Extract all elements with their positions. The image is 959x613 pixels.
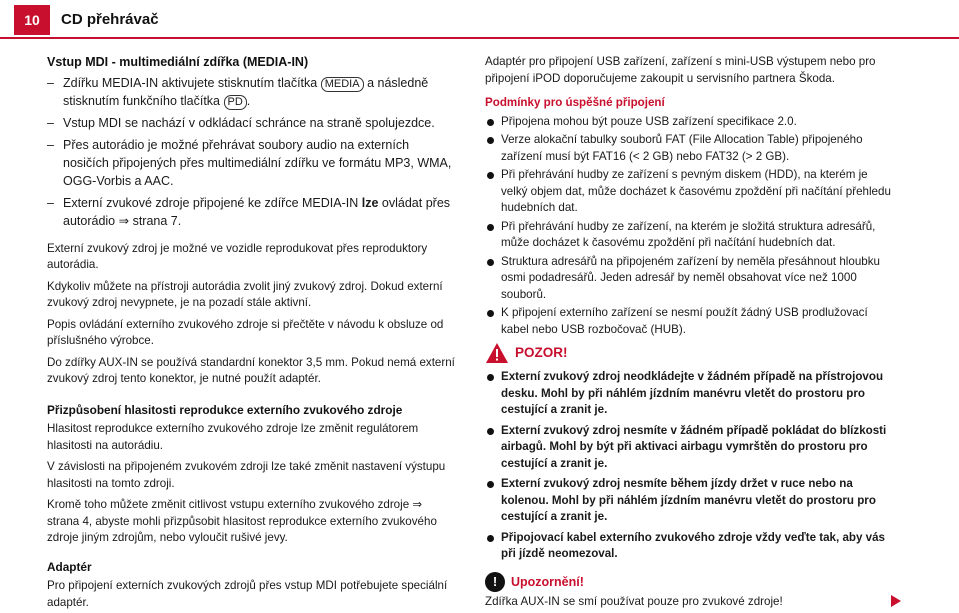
note-header [485, 571, 895, 593]
section-title-mdi: Vstup MDI - multimediální zdířka (MEDIA-IN) [47, 55, 309, 69]
paragraph-6: V závislosti na připojeném zvukovém zdroji lze také změnit nastavení výstupu hlasitosti na tomto zdroji. [47, 460, 446, 490]
warning-box [485, 341, 895, 563]
dash-item-4-text-b: ovládat přes autorádio [63, 195, 451, 228]
header-rule [0, 37, 959, 39]
paragraph-2: Kdykoliv můžete na přístroji autorádia zvolit jiný zvukový zdroj. Dokud externí zvukový zdroj nevypnete, je na pozadí stále aktivní. [47, 279, 443, 309]
list-item: Verze alokační tabulky souborů FAT (File Allocation Table) připojeného zařízení musí být FAT16 (< 2 GB) nebo FAT32 (> 2 GB). [485, 132, 895, 165]
warning-item: Externí zvukový zdroj nesmíte v žádném případě pokládat do blízkosti airbagů. Mohl by být při aktivaci airbagu vymrštěn do prostoru pro cestující a zranit je. [485, 423, 895, 473]
paragraph-8: Pro připojení externích zvukových zdrojů přes vstup MDI potřebujete speciální adaptér. [47, 579, 448, 609]
section-title-adapter: Adaptér [47, 559, 92, 574]
page-ref-arrow-icon: ⇒ [412, 498, 423, 511]
page-ref-arrow-icon: ⇒ [118, 213, 130, 228]
warning-triangle-icon [485, 342, 509, 364]
warning-item: Externí zvukový zdroj nesmíte během jízdy držet v ruce nebo na kolenou. Mohl by při náhlém jízdním manévru vletět do prostoru pro cestující a zranit je. [485, 476, 895, 526]
list-item: Při přehrávání hudby ze zařízení, na kterém je složitá struktura adresářů, může docházet k časovému zpoždění při načítání hudebních dat. [485, 219, 895, 252]
warning-item: Připojovací kabel externího zvukového zdroje vždy veďte tak, aby vás při jízdě neomezoval. [485, 530, 895, 563]
warning-item: Externí zvukový zdroj neodkládejte v žádném případě na přístrojovou desku. Mohl by při náhlém jízdním manévru vletět do prostoru pro cestující a zranit je. [485, 369, 895, 419]
paragraph-5: Hlasitost reprodukce externího zvukového zdroje lze změnit regulátorem hlasitosti na autorádiu. [47, 422, 419, 452]
pd-key: PD [224, 95, 247, 110]
warning-title: POZOR! [515, 344, 568, 360]
list-item: K připojení externího zařízení se nesmí použít žádný USB prodlužovací kabel nebo USB rozbočovač (HUB). [485, 305, 895, 338]
section-title-volume: Přizpůsobení hlasitosti reprodukce externího zvukového zdroje [47, 402, 403, 417]
exclamation-circle-icon: ! [485, 572, 505, 592]
list-item: Při přehrávání hudby ze zařízení s pevným diskem (HDD), na kterém je velký objem dat, může docházet k časovému zpoždění při načítání přehledu hudebních dat. [485, 167, 895, 217]
note-text: Zdířka AUX-IN se smí používat pouze pro zvukové zdroje! [485, 595, 783, 608]
dash-item-2: – Vstup MDI se nachází v odkládací schránce na straně spolujezdce. [47, 114, 457, 132]
conditions-title: Podmínky pro úspěšné připojení [485, 96, 665, 109]
dash-item-1 [47, 74, 457, 110]
dash-item-3: – Přes autorádio je možné přehrávat soubory audio na externích nosičích připojených přes multimediální zdířku ve formátu MP3, WMA, OGG-Vorbis a AAC. [47, 136, 457, 190]
right-column [485, 54, 895, 338]
dash-item-4-text-a: Externí zvukové zdroje připojené ke zdířce MEDIA-IN [63, 195, 359, 210]
paragraph-7 [47, 497, 457, 547]
dash-item-4 [47, 194, 457, 230]
paragraph-3: Popis ovládání externího zvukového zdroje si přečtěte v návodu k obsluze od příslušného výrobce. [47, 317, 444, 347]
left-column [47, 54, 457, 611]
chapter-title: CD přehrávač [61, 11, 159, 28]
paragraph-7-text-a: Kromě toho můžete změnit citlivost vstupu externího zvukového zdroje [47, 498, 410, 511]
list-item: Struktura adresářů na připojeném zařízení by neměla přesáhnout hloubku osmi podadresářů. Jeden adresář by neměl obsahovat více než 1000 souborů. [485, 254, 895, 304]
dash-item-1-text-b: a následně stisknutím funkčního tlačítka [63, 75, 429, 108]
paragraph-4: Do zdířky AUX-IN se používá standardní konektor 3,5 mm. Pokud nemá externí zvukový zdroj tento konektor, je nutné použít adaptér. [47, 355, 455, 385]
warning-header [485, 341, 895, 365]
page-number: 10 [24, 12, 40, 28]
note-box [485, 571, 895, 611]
note-title: Upozornění! [511, 574, 584, 589]
continue-arrow-icon [891, 595, 901, 607]
list-item: Připojena mohou být pouze USB zařízení specifikace 2.0. [485, 114, 895, 131]
dash-item-1-text-c: . [246, 93, 251, 108]
media-key: MEDIA [321, 77, 364, 92]
page-number-badge [14, 5, 50, 35]
dash-item-4-text-c: strana 7. [132, 213, 182, 228]
adapter-intro: Adaptér pro připojení USB zařízení, zařízení s mini-USB výstupem nebo pro připojení iPOD doporučujeme zakoupit u servisního partnera Škoda. [485, 55, 876, 85]
paragraph-7-text-b: strana 4, abyste mohli přizpůsobit hlasitost reprodukce externího zvukového zdroje jiným zdrojům, nebo vyloučit rušivé jevy. [47, 514, 437, 544]
paragraph-1: Externí zvukový zdroj je možné ve vozidle reprodukovat přes reproduktory autorádia. [47, 241, 428, 271]
dash-item-1-text-a: Zdířku MEDIA-IN aktivujete stisknutím tlačítka [63, 75, 318, 90]
dash-item-4-bold: lze [361, 195, 379, 210]
